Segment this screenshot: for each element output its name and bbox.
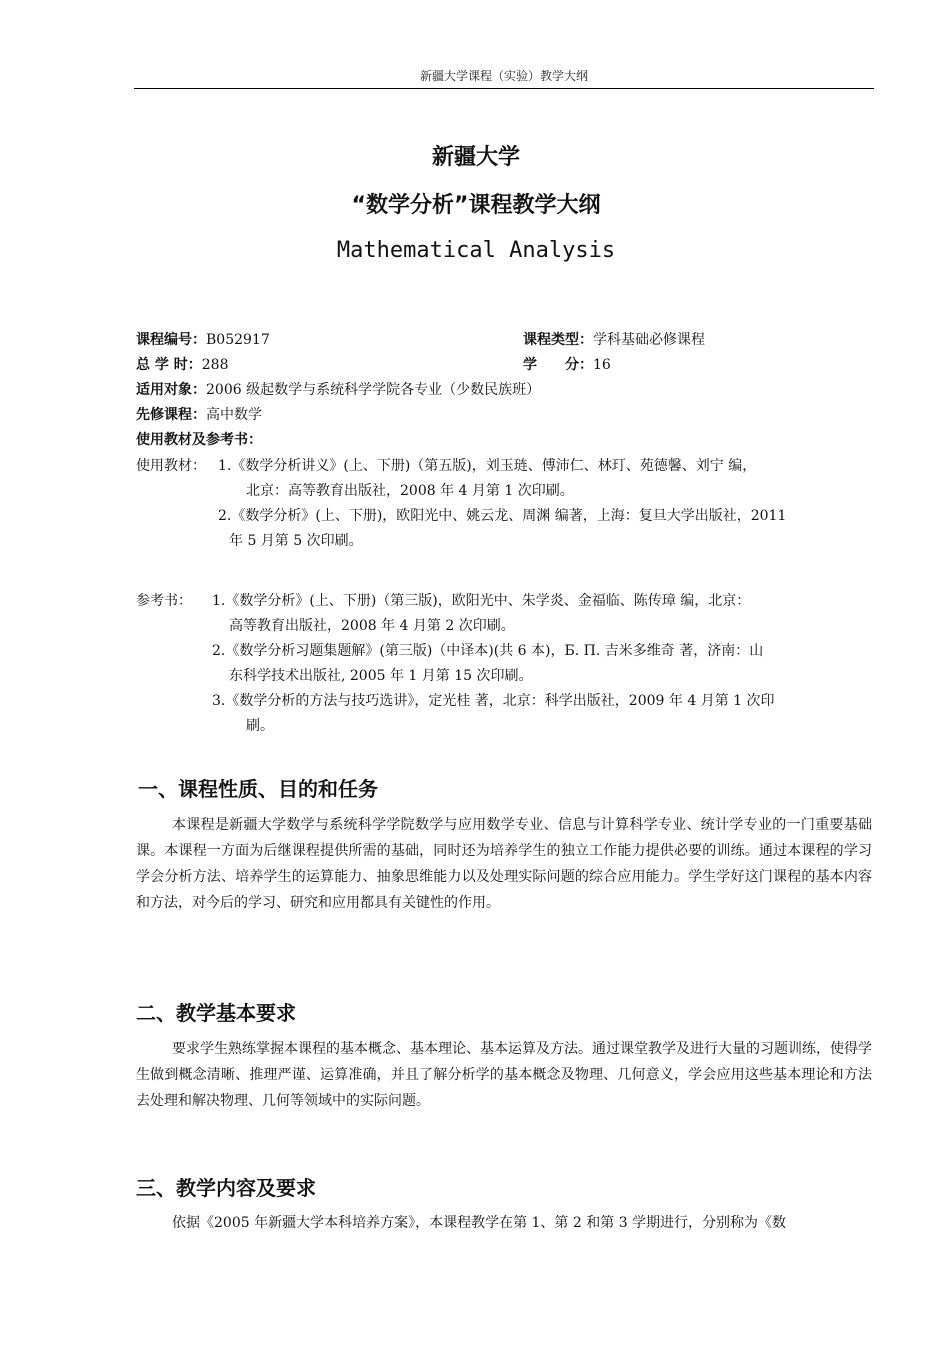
total-hours-label: 总 学 时： [136, 357, 202, 373]
credits-value: 16 [593, 357, 611, 373]
target-label: 适用对象： [136, 382, 206, 398]
target-value: 2006 级起数学与系统科学学院各专业（少数民族班） [206, 382, 541, 398]
course-code-value: B052917 [206, 332, 270, 348]
course-type-row [523, 328, 705, 353]
target-row [136, 378, 540, 403]
reference-1-line-1: 1.《数学分析》(上、下册)（第三版)，欧阳光中、朱学炎、金福临、陈传璋 编，北京： [212, 593, 751, 609]
prereq-label: 先修课程： [136, 407, 206, 423]
reference-3-line-2: 刷。 [246, 718, 274, 734]
reference-2-line-1: 2.《数学分析习题集题解》(第三版)（中译本)(共 6 本)，Б. П. 吉米多维奇 著，济南：山 [212, 643, 764, 659]
textbooks-label: 使用教材： [136, 458, 206, 474]
university-title: 新疆大学 [431, 145, 520, 170]
course-type-label: 课程类型： [523, 332, 593, 348]
section-3-body [136, 1210, 872, 1236]
section-1-body [136, 812, 872, 916]
textbook-2-line-2: 年 5 月第 5 次印刷。 [229, 533, 363, 549]
course-type-value: 学科基础必修课程 [593, 332, 705, 348]
total-hours-value: 288 [201, 357, 229, 373]
textbook-2-line-1: 2.《数学分析》(上、下册)，欧阳光中、姚云龙、周渊 编著，上海：复旦大学出版社，2011 [218, 508, 787, 524]
total-hours-row [136, 353, 228, 378]
section-2-body [136, 1036, 872, 1114]
prereq-row [136, 403, 262, 428]
credits-label: 学 分： [523, 357, 593, 373]
credits-row [523, 353, 611, 378]
running-header: 新疆大学课程（实验）教学大纲 [419, 69, 588, 83]
section-1-paragraph: 本课程是新疆大学数学与系统科学学院数学与应用数学专业、信息与计算科学专业、统计学专业的一门重要基础课。本课程一方面为后继课程提供所需的基础，同时还为培养学生的独立工作能力提供必要的训练。通过本课程的学习学会分析方法、培养学生的运算能力、抽象思维能力以及处理实际问题的综合应用能力。学生学好这门课程的基本内容和方法，对今后的学习、研究和应用都具有关键性的作用。 [136, 817, 872, 911]
section-3-paragraph: 依据《2005 年新疆大学本科培养方案》，本课程教学在第 1、第 2 和第 3 学期进行，分别称为《数 [172, 1215, 787, 1231]
course-code-row [136, 328, 270, 353]
references-label: 参考书： [136, 593, 192, 609]
course-english-title: Mathematical Analysis [336, 238, 616, 263]
section-2-heading: 二、教学基本要求 [136, 1001, 296, 1025]
books-heading [136, 428, 262, 453]
course-title: “数学分析”课程教学大纲 [351, 193, 601, 218]
reference-3-line-1: 3.《数学分析的方法与技巧选讲》，定光桂 著，北京：科学出版社，2009 年 4 月第 1 次印 [212, 693, 775, 709]
reference-2-line-2: 东科学技术出版社, 2005 年 1 月第 15 次印刷。 [229, 668, 533, 684]
prereq-value: 高中数学 [206, 407, 262, 423]
textbook-1-line-2: 北京：高等教育出版社，2008 年 4 月第 1 次印刷。 [246, 483, 574, 499]
reference-1-line-2: 高等教育出版社，2008 年 4 月第 2 次印刷。 [229, 618, 515, 634]
books-label: 使用教材及参考书： [136, 432, 262, 448]
header-rule [134, 88, 874, 89]
section-3-heading: 三、教学内容及要求 [136, 1176, 316, 1200]
course-code-label: 课程编号： [136, 332, 206, 348]
section-1-heading: 一、课程性质、目的和任务 [138, 777, 378, 801]
section-2-paragraph: 要求学生熟练掌握本课程的基本概念、基本理论、基本运算及方法。通过课堂教学及进行大量的习题训练，使得学生做到概念清晰、推理严谨、运算准确，并且了解分析学的基本概念及物理、几何意义，学会应用这些基本理论和方法去处理和解决物理、几何等领域中的实际问题。 [136, 1041, 872, 1109]
textbook-1-line-1: 1.《数学分析讲义》(上、下册)（第五版)，刘玉琏、傅沛仁、林玎、苑德馨、刘宁 编， [218, 458, 757, 474]
